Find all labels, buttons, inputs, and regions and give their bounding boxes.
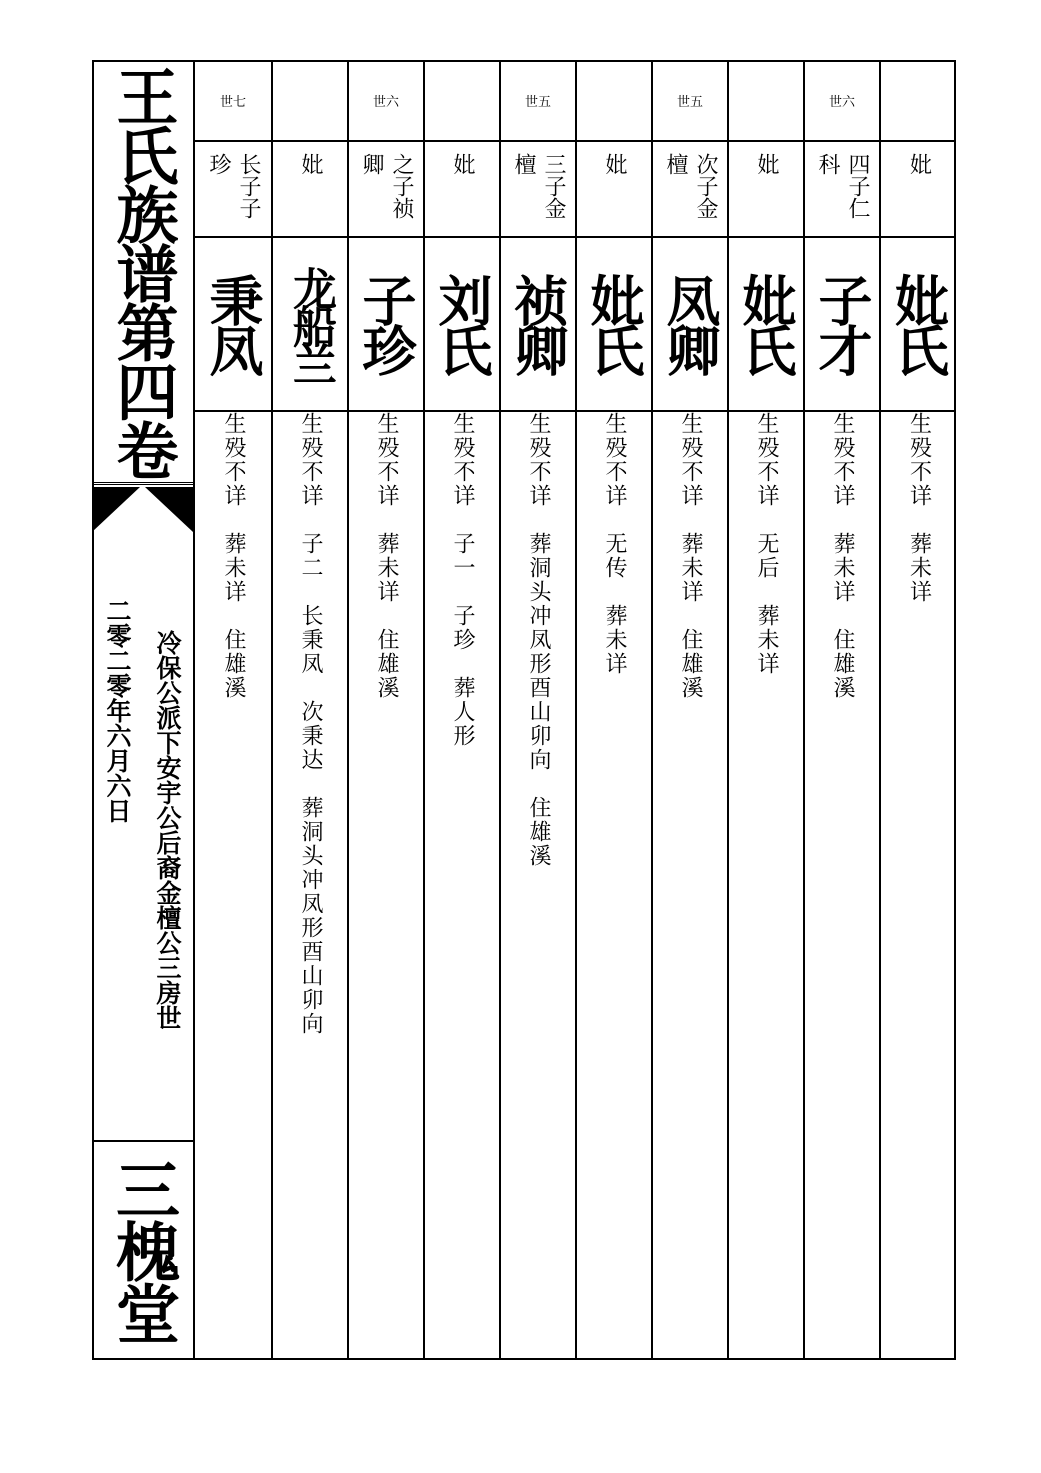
relation-cell [501,140,575,238]
notes-cell [501,412,575,868]
person-notes: 生殁不详 葬洞头冲凤形酉山卯向 住雄溪 [526,412,551,868]
person-name: 龙船兰 [285,266,336,380]
person-name: 凤卿 [658,273,722,373]
relation-text: 长子子珍 [206,153,261,219]
person-notes: 生殁不详 无传 葬未详 [602,412,627,676]
genealogy-column [575,60,651,1360]
book-title: 王氏族谱第四卷 [92,60,193,485]
name-cell [425,236,499,412]
relation-cell [881,140,956,238]
notes-cell [273,412,347,1036]
title-spine [92,60,195,1360]
relation-text: 四子仁科 [815,153,870,219]
person-name: 妣氏 [886,273,951,373]
notes-cell [577,412,651,676]
person-notes: 生殁不详 葬未详 住雄溪 [830,412,855,700]
compile-date: 二零二零年六月六日 [103,597,132,823]
generation-label [881,60,956,142]
relation-cell [729,140,803,238]
relation-text: 妣 [602,153,627,175]
notes-cell [881,412,956,604]
person-name: 刘氏 [430,273,494,373]
relation-cell [349,140,423,238]
person-notes: 生殁不详 葬未详 [906,412,932,604]
person-notes: 生殁不详 无后 葬未详 [754,412,779,676]
relation-text: 妣 [298,153,323,175]
genealogy-column [879,60,956,1360]
genealogy-column [651,60,727,1360]
notes-cell [653,412,727,700]
genealogy-column [803,60,879,1360]
person-name: 子才 [810,273,874,373]
genealogy-column [499,60,575,1360]
relation-text: 妣 [906,153,932,175]
person-notes: 生殁不详 子二 长秉凤 次秉达 葬洞头冲凤形酉山卯向 [298,412,323,1036]
name-cell [273,236,347,412]
relation-text: 之子祯卿 [359,153,414,219]
genealogy-column [195,60,271,1360]
name-cell [729,236,803,412]
person-notes: 生殁不详 葬未详 住雄溪 [678,412,703,700]
hall-name: 三槐堂 [92,1140,193,1358]
relation-text: 三子金檀 [511,153,566,219]
genealogy-column [347,60,423,1360]
lineage-subtitle: 冷保公派下安宇公后裔金檀公三房世 [153,630,182,1030]
person-notes: 生殁不详 葬未详 住雄溪 [374,412,399,700]
relation-cell [425,140,499,238]
relation-text: 次子金檀 [663,153,718,219]
generation-label [273,60,347,142]
generation-label [425,60,499,142]
relation-text: 妣 [450,153,475,175]
person-name: 秉凤 [201,273,265,373]
name-cell [349,236,423,412]
genealogy-column [423,60,499,1360]
relation-text: 妣 [754,153,779,175]
relation-cell [577,140,651,238]
genealogy-column [727,60,803,1360]
name-cell [805,236,879,412]
name-cell [195,236,271,412]
fishtail-ornament [92,487,193,547]
relation-cell [653,140,727,238]
generation-label: 世五 [653,60,727,142]
person-name: 祯卿 [506,273,570,373]
generation-label: 世七 [195,60,271,142]
relation-cell [195,140,271,238]
name-cell [577,236,651,412]
generation-label: 世六 [349,60,423,142]
notes-cell [349,412,423,700]
relation-cell [805,140,879,238]
notes-cell [425,412,499,748]
person-name: 妣氏 [582,273,646,373]
generation-label [729,60,803,142]
name-cell [653,236,727,412]
person-notes: 生殁不详 葬未详 住雄溪 [221,412,246,700]
genealogy-grid [195,60,956,1360]
relation-cell [273,140,347,238]
person-name: 子珍 [354,273,418,373]
generation-label: 世五 [501,60,575,142]
genealogy-column [271,60,347,1360]
notes-cell [805,412,879,700]
name-cell [881,236,956,412]
notes-cell [195,412,271,700]
notes-cell [729,412,803,676]
person-name: 妣氏 [734,273,798,373]
person-notes: 生殁不详 子一 子珍 葬人形 [450,412,475,748]
generation-label [577,60,651,142]
generation-label: 世六 [805,60,879,142]
name-cell [501,236,575,412]
